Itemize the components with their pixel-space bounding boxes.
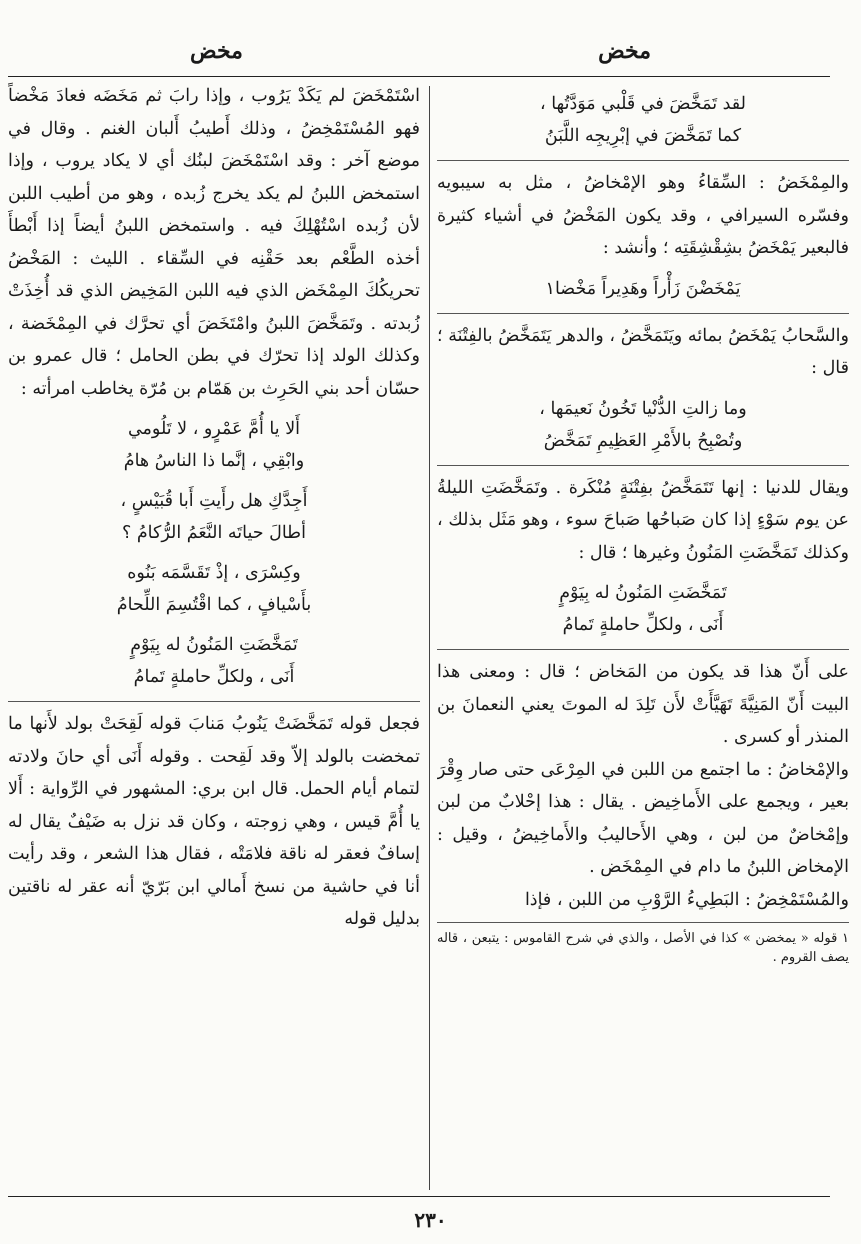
header-rule — [8, 76, 830, 77]
verse-line: كما تَمَخَّضَ في إبْرِيجِه اللَّبَنُ — [544, 126, 742, 146]
verse-line: لقد تَمَخَّضَ في قَلْبي مَوَدَّتُها ، — [539, 94, 746, 114]
verse — [437, 273, 849, 305]
verse — [8, 413, 420, 477]
paragraph: والمُسْتَمْخِضُ : البَطِيءُ الرَّوْبِ من اللبن ، فإذا — [524, 889, 849, 910]
verse-line: أَلا يا أُمَّ عَمْرٍو ، لا تَلُومي — [127, 419, 301, 439]
paragraph: على أَنّ هذا قد يكون من المَخاض ؛ قال : ومعنى هذا البيت أَنّ المَنِيَّةَ تَهَيَّأَتْ لأَن تَلِدَ له الموتَ يعني النعمانَ بن المنذر أو كسرى . — [437, 662, 849, 747]
footer-rule — [8, 1196, 830, 1197]
headword-left: مخض — [190, 38, 243, 64]
verse-line: يَمْخَضْنَ زَأْراً وهَدِيراً مَخْضا١ — [545, 278, 741, 299]
column-divider — [429, 86, 430, 1190]
verse — [437, 577, 849, 641]
verse-line: تَمَخَّضَتِ المَنُونُ له بِيَوْمٍ — [130, 635, 298, 655]
left-column — [8, 80, 420, 1190]
page-number: ٢٣٠ — [414, 1208, 447, 1232]
footnote-rule — [437, 922, 849, 923]
verse-line: أطالَ حياتَه النَّعَمُ الرُّكامُ ؟ — [122, 523, 306, 543]
verse-line: أَنَى ، ولكلِّ حاملةٍ تَمامُ — [562, 615, 724, 635]
verse — [8, 629, 420, 693]
paragraph: فجعل قوله تَمَخَّضَتْ يَنُوبُ مَنابَ قوله لَقِحَتْ بولد لأَنها ما تمخضت بالولد إلاّ وقد لَقِحت . وقوله أَنَى أي حانَ ولادته لتمام أيام الحمل. قال ابن بري: المشهور في الرِّواية : أَلا يا أُمَّ قيس ، وهي زوجته ، وكان قد نزل به ضَيْفٌ يقال له إسافٌ فعقر له ناقة فلامَتْه ، فقال هذا الشعر ، وقد رأيت أنا في حاشية من نسخ أَمالي ابن بَرّيّ أنه عقر له ناقتين بدليل قوله — [8, 714, 420, 929]
verse-line: أَجِدَّكِ هل رأَيتِ أَبا قُبَيْسٍ ، — [120, 491, 308, 511]
footnote: ١ قوله « يمخضن » كذا في الأصل ، والذي في شرح القاموس : يتبعن ، قاله يصف القروم . — [437, 931, 849, 965]
section-rule — [437, 465, 849, 466]
section-rule — [437, 313, 849, 314]
verse-line: وتُصْبِحُ بالأَمْرِ العَظِيمِ تَمَخَّضُ — [543, 430, 743, 451]
paragraph: ويقال للدنيا : إنها تَتَمَخَّضُ بفِتْنَةٍ مُنْكَرة . وتَمَخَّضَتِ الليلةُ عن يوم سَوْءٍ إذا كان صَباحُها صَباحَ سوء ، وهو مَثَل بذلك ، وكذلك تَمَخَّضَتِ المَنُونُ وغيرها ؛ قال : — [437, 477, 849, 563]
right-column — [437, 80, 849, 1190]
paragraph: والمِمْخَضُ : السِّقاءُ وهو الإمْخاضُ ، مثل به سيبويه وفسّره السيرافي ، وقد يكون المَخْضُ في أشياء كثيرة فالبعير يَمْخَضُ بشِقْشِقَتِه ؛ وأنشد : — [437, 173, 849, 258]
verse-line: تَمَخَّضَتِ المَنُونُ له بِيَوْمٍ — [559, 583, 727, 603]
paragraph: والإمْخاضُ : ما اجتمع من اللبن في المِرْعَى حتى صار وِقْرَ بعير ، ويجمع على الأَماخِيض . يقال : هذا إحْلابٌ من لبن وإمْخاضٌ من لبن ، وهي الأَحاليبُ والأَماخِيضُ ، وقيل : الإمخاض اللبنُ ما دام في المِمْخَض . — [437, 759, 849, 877]
verse-line: وما زالتِ الدُّنْيا تَخُونُ نَعيمَها ، — [539, 398, 747, 419]
section-rule — [8, 701, 420, 702]
verse — [437, 393, 849, 457]
section-rule — [437, 160, 849, 161]
verse-line: وابْقِي ، إنَّما ذا الناسُ هامُ — [123, 451, 305, 471]
section-rule — [437, 649, 849, 650]
verse-line: أَنَى ، ولكلِّ حاملةٍ تَمامُ — [133, 667, 295, 687]
verse — [437, 88, 849, 152]
verse-line: بأَسْيافٍ ، كما اقْتُسِمَ اللِّحامُ — [116, 595, 312, 615]
verse-line: وكِسْرَى ، إذْ تَقَسَّمَه بَنُوه — [127, 563, 301, 583]
verse — [8, 485, 420, 549]
paragraph: اسْتَمْخَضَ لم يَكَدْ يَرُوب ، وإذا رابَ ثم مَخَضَه فعادَ مَخْضاً فهو المُسْتَمْخِضُ ، وذلك أَطيبُ أَلبان الغنم . وقال في موضع آخر : وقد اسْتَمْخَضَ لبنُك أي لا يكاد يروب ، وإذا استمخض اللبنُ لم يكد يخرج زُبده ، وهو من أطيب اللبن لأن زُبده اسْتُهْلِكَ فيه . واستمخض اللبنُ أيضاً إذا أَبْطأَ أخذه الطَّعْم بعد حَقْنِه في السِّقاء . الليث : المَخْضُ تحريكُكَ المِمْخَض الذي فيه اللبن المَخِيض الذي قد أُخِذَتْ زُبدته . وتَمَخَّضَ اللبنُ وامْتَخَضَ أي تحرَّك في المِمْخَضة ، وكذلك الولد إذا تحرّك في بطن الحامل ؛ قال عمرو بن حسّان أحد بني الحَرِث بن هَمّام بن مُرّة يخاطب امرأته : — [8, 86, 420, 399]
paragraph: والسَّحابُ يَمْخَضُ بمائه ويَتَمَخَّضُ ، والدهر يَتَمَخَّضُ بالفِتْنَة ؛ قال : — [437, 325, 849, 378]
verse — [8, 557, 420, 621]
page-header — [0, 38, 861, 68]
headword-right: مخض — [598, 38, 651, 64]
